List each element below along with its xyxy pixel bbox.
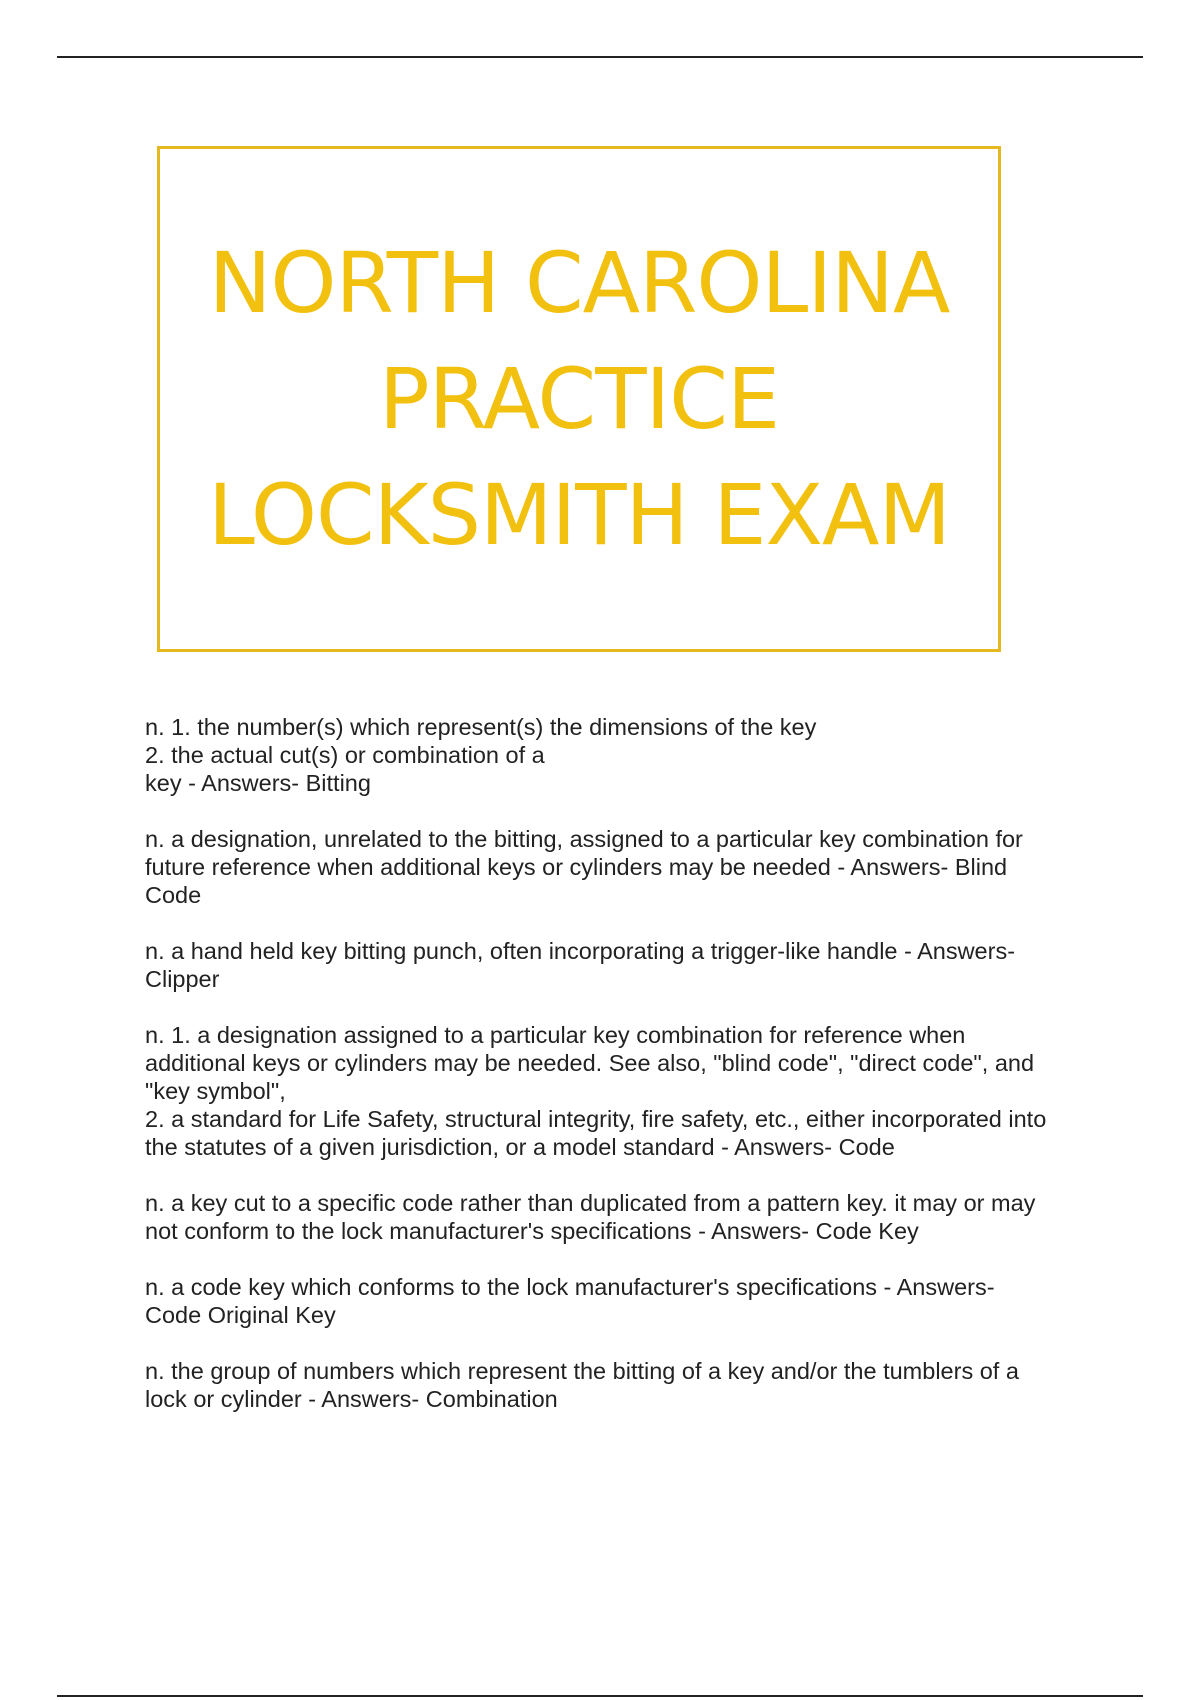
entry-line: additional keys or cylinders may be needed. See also, "blind code", "direct code", and [145, 1050, 1035, 1076]
title-line-2: PRACTICE [378, 350, 780, 448]
entry-line: n. a code key which conforms to the lock manufacturer's specifications - Answers- [145, 1274, 995, 1300]
title-line-1: NORTH CAROLINA [208, 234, 950, 332]
entry-line: Code [145, 882, 202, 908]
entry-line: Clipper [145, 966, 220, 992]
definition-entry-code [145, 1021, 1080, 1161]
definition-entry-code-key [145, 1189, 1080, 1245]
entry-line: not conform to the lock manufacturer's specifications - Answers- Code Key [145, 1218, 919, 1244]
entry-line: n. a key cut to a specific code rather than duplicated from a pattern key. it may or may [145, 1190, 1036, 1216]
definition-entry-bitting [145, 713, 1080, 797]
top-rule [57, 56, 1143, 58]
definition-entry-combination [145, 1357, 1080, 1413]
entry-line: n. the group of numbers which represent the bitting of a key and/or the tumblers of a [145, 1358, 1019, 1384]
entry-line: n. a hand held key bitting punch, often incorporating a trigger-like handle - Answers- [145, 938, 1016, 964]
entry-line: future reference when additional keys or cylinders may be needed - Answers- Blind [145, 854, 1008, 880]
entry-line: key - Answers- Bitting [145, 770, 371, 796]
definitions-list [145, 713, 1080, 1441]
entry-line: n. a designation, unrelated to the bitting, assigned to a particular key combination for [145, 826, 1023, 852]
entry-line: lock or cylinder - Answers- Combination [145, 1386, 558, 1412]
entry-line: the statutes of a given jurisdiction, or a model standard - Answers- Code [145, 1134, 895, 1160]
entry-line: Code Original Key [145, 1302, 336, 1328]
entry-line: n. 1. a designation assigned to a particular key combination for reference when [145, 1022, 966, 1048]
entry-line: "key symbol", [145, 1078, 286, 1104]
title-line-3: LOCKSMITH EXAM [208, 466, 950, 564]
definition-entry-code-original-key [145, 1273, 1080, 1329]
title-box [157, 146, 1001, 652]
definition-entry-blind-code [145, 825, 1080, 909]
definition-entry-clipper [145, 937, 1080, 993]
entry-line: n. 1. the number(s) which represent(s) the dimensions of the key [145, 714, 817, 740]
entry-line: 2. the actual cut(s) or combination of a [145, 742, 545, 768]
entry-line: 2. a standard for Life Safety, structural integrity, fire safety, etc., either incorporated into [145, 1106, 1047, 1132]
bottom-rule [57, 1695, 1143, 1697]
